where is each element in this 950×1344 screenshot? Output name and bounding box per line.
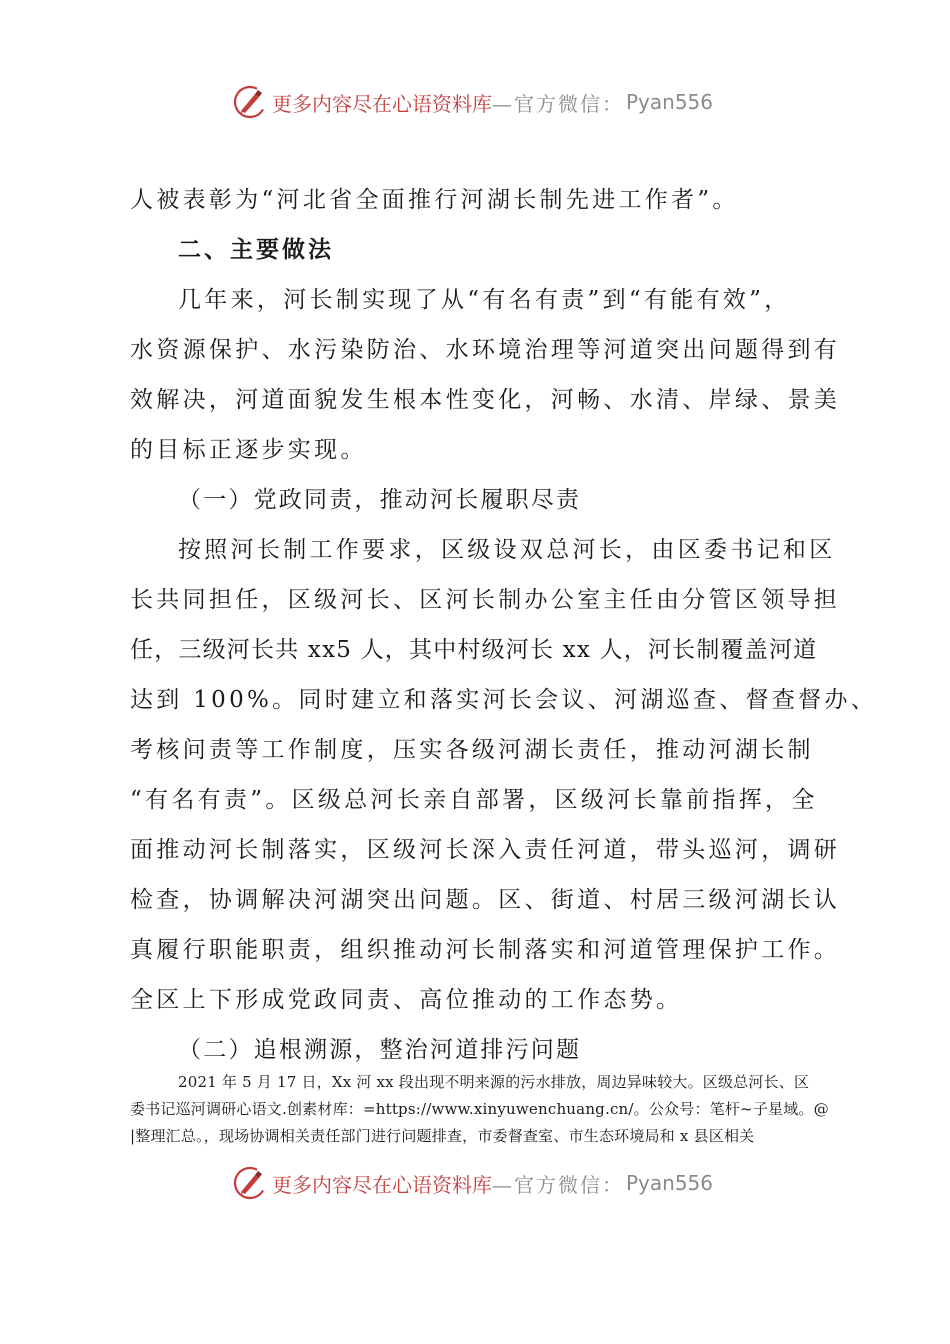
pen-nib-logo-icon [232,84,268,120]
document-body [130,175,878,1075]
body-line: 达到 100%。同时建立和落实河长会议、河湖巡查、督查督办、 [130,687,878,713]
body-line: 水资源保护、水污染防治、水环境治理等河道突出问题得到有 [130,337,841,363]
body-line: 任，三级河长共 xx5 人，其中村级河长 xx 人，河长制覆盖河道 [130,637,818,663]
footer-wechat-id: Pyan556 [626,1171,714,1195]
body-line: 面推动河长制落实，区级河长深入责任河道，带头巡河，调研 [130,837,841,863]
header-brand-text: 更多内容尽在心语资料库 [272,91,492,116]
footer-brand-text: 更多内容尽在心语资料库 [272,1172,492,1197]
body-line: 真履行职能职责，组织推动河长制落实和河道管理保护工作。 [130,937,841,963]
header-official-label: —官方微信： [492,91,624,116]
body-line: 长共同担任，区级河长、区河长制办公室主任由分管区领导担 [130,587,841,613]
header-wechat-id: Pyan556 [626,90,714,114]
body-line: 效解决，河道面貌发生根本性变化，河畅、水清、岸绿、景美 [130,387,841,413]
header-banner [232,82,713,122]
body-line: “有名有责”。区级总河长亲自部署，区级河长靠前指挥，全 [130,787,818,813]
body-line: 的目标正逐步实现。 [130,437,367,463]
body-line: 全区上下形成党政同责、高位推动的工作态势。 [130,987,683,1013]
pen-nib-logo-icon [232,1165,268,1201]
section-heading-main-practices: 二、主要做法 [178,237,334,263]
body-line: 按照河长制工作要求，区级设双总河长，由区委书记和区 [178,537,836,563]
small-line: |整理汇总。，现场协调相关责任部门进行问题排查，市委督查室、市生态环境局和 x 县区相关 [130,1127,755,1145]
subheading-party-government: （一）党政同责，推动河长履职尽责 [178,487,582,513]
small-line: 委书记巡河调研心语文.创素材库：=https://www.xinyuwenchuang.cn/。公众号：笔杆~子星域。@ [130,1100,829,1118]
footer-banner [232,1163,713,1203]
subheading-trace-source: （二）追根溯源，整治河道排污问题 [178,1037,582,1063]
small-print-paragraph [130,1069,840,1150]
body-line: 检查，协调解决河湖突出问题。区、街道、村居三级河湖长认 [130,887,841,913]
footer-official-label: —官方微信： [492,1172,624,1197]
body-line: 几年来，河长制实现了从“有名有责”到“有能有效”， [178,287,791,313]
small-line: 2021 年 5 月 17 日，Xx 河 xx 段出现不明来源的污水排放，周边异味较大。区级总河长、区 [178,1073,810,1091]
body-line: 人被表彰为“河北省全面推行河湖长制先进工作者”。 [130,187,739,213]
body-line: 考核问责等工作制度，压实各级河湖长责任，推动河湖长制 [130,737,814,763]
